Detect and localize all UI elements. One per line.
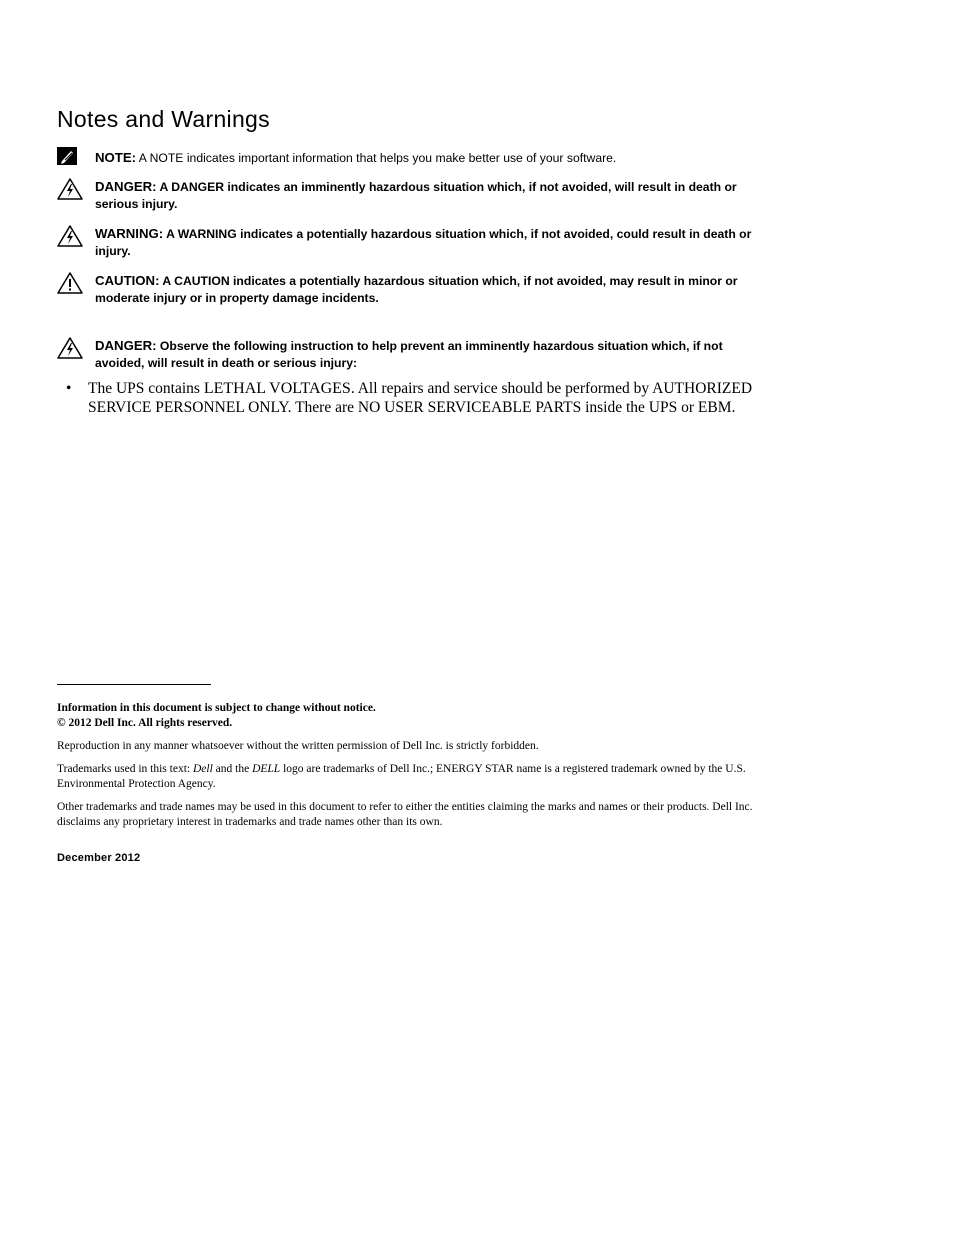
note-notice <box>57 149 762 167</box>
page-title: Notes and Warnings <box>57 106 270 132</box>
publication-date: December 2012 <box>57 852 141 864</box>
dell-logo-name: DELL <box>252 763 281 775</box>
dell-name: Dell <box>192 763 213 775</box>
notice-label: DANGER: <box>95 179 157 194</box>
emphasis-no-user-parts: NO USER SERVICEABLE PARTS <box>357 398 582 416</box>
danger-shock-icon <box>57 178 83 200</box>
notice-label: WARNING: <box>95 226 164 241</box>
emphasis-authorized-personnel: AUTHORIZED SERVICE PERSONNEL ONLY <box>88 380 753 416</box>
notice-label: NOTE: <box>95 150 137 165</box>
copyright-line: © 2012 Dell Inc. All rights reserved. <box>57 717 233 729</box>
reproduction-notice: Reproduction in any manner whatsoever without the written permission of Dell Inc. is strictly forbidden. <box>57 740 539 752</box>
caution-exclamation-icon <box>57 272 83 294</box>
notice-text: A WARNING indicates a potentially hazardous situation which, if not avoided, could result in death or injury. <box>95 227 752 258</box>
bullet-symbol: • <box>66 380 72 397</box>
emphasis-lethal-voltages: LETHAL VOLTAGES <box>203 380 351 397</box>
notice-text: Observe the following instruction to help prevent an imminently hazardous situation which, if not avoided, will result in death or serious injury: <box>95 339 723 370</box>
danger-notice <box>57 178 762 213</box>
danger-instruction-notice <box>57 337 747 372</box>
other-trademarks-notice: Other trademarks and trade names may be used in this document to refer to either the entities claiming the marks and names or their products. Dell Inc. disclaims any proprietary interest in trademarks and trade names other than its own. <box>57 801 753 828</box>
legal-notice-change: Information in this document is subject to change without notice. <box>57 702 376 714</box>
danger-shock-icon <box>57 337 83 359</box>
bullet-list-item <box>66 380 756 417</box>
note-pencil-icon <box>57 147 83 169</box>
warning-shock-icon <box>57 225 83 247</box>
notice-text: A DANGER indicates an imminently hazardous situation which, if not avoided, will result in death or serious injury. <box>95 180 737 211</box>
caution-notice <box>57 272 762 307</box>
notice-text: A CAUTION indicates a potentially hazardous situation which, if not avoided, may result in minor or moderate injury or in property damage incidents. <box>95 274 738 305</box>
notice-label: DANGER: <box>95 338 157 353</box>
bullet-text: The UPS contains LETHAL VOLTAGES. All repairs and service should be performed by AUTHORIZED SERVICE PERSONNEL ONLY. There are NO USER SERVICEABLE PARTS inside the UPS or EBM. <box>88 380 753 416</box>
notice-text: A NOTE indicates important information that helps you make better use of your software. <box>136 151 617 165</box>
trademark-notice: Trademarks used in this text: Dell and the DELL logo are trademarks of Dell Inc.; ENERGY STAR name is a registered trademark owned by the U.S. Environmental Protection Agency. <box>57 763 746 790</box>
footnote-divider <box>57 684 211 685</box>
notice-label: CAUTION: <box>95 273 160 288</box>
warning-notice <box>57 225 762 260</box>
